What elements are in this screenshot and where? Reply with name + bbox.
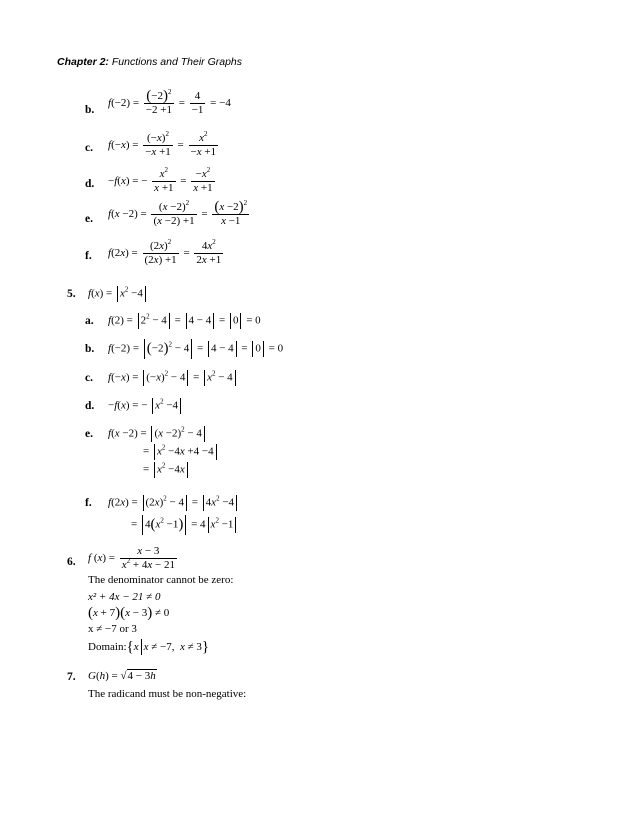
part-label-4e: e.: [85, 213, 93, 225]
eq-5e-line3: = $x^2 -4x$: [143, 462, 190, 478]
part-label-5b: b.: [85, 343, 95, 355]
eq-4c: f(−x) = $\frac{(-x)^2}{-x +1}$ = $\frac{x^2}{-x +1}$: [108, 130, 217, 158]
part-label-4f: f.: [85, 250, 92, 262]
eq-5c: $f(-x) = (-x)^2 - 4 = x^2 - 4$: [108, 370, 238, 386]
p6-line3: x ≠ −7 or 3: [88, 623, 137, 635]
eq-5a: $f(2) = 2^2 - 4 = 4 - 4 = 0 = 0$: [108, 313, 261, 329]
chapter-title: Functions and Their Graphs: [111, 56, 243, 68]
problem-number-7: 7.: [67, 671, 76, 683]
p6-domain-label: Domain:: [88, 641, 127, 653]
part-label-5a: a.: [85, 315, 94, 327]
eq-5: $f(x) = x^2 -4$: [88, 286, 148, 302]
eq-4e: f(x −2) = $\frac{(x -2)^2}{(x -2) +1}$ = $\frac{(x -2)^2}{x -1}$: [108, 199, 248, 227]
part-label-5c: c.: [85, 372, 93, 384]
eq-6: f (x) = $\frac{x - 3}{x^2 + 4x - 21}$: [88, 545, 175, 571]
eq-4b: f(−2) = $\frac{(-2)^2}{-2 +1}$ = $\frac{4}{-1}$ = −4: [108, 88, 231, 116]
eq-5b: $f(-2) = (-2)^2 - 4 = 4 - 4 = 0 = 0$: [108, 339, 283, 359]
problem-number-6: 6.: [67, 556, 76, 568]
p6-line1: x² + 4x − 21 ≠ 0: [88, 591, 161, 603]
eq-4f: f(2x) = $\frac{(2x)^2}{(2x) +1}$ = $\frac{4x^2}{2x +1}$: [108, 238, 222, 266]
part-label-5d: d.: [85, 400, 95, 412]
p6-domain: Domain:{x x ≠ −7, x ≠ 3}: [88, 639, 210, 655]
part-label-4b: b.: [85, 104, 95, 116]
part-label-4d: d.: [85, 178, 95, 190]
part-label-4c: c.: [85, 142, 93, 154]
eq-5e-line2: = $x^2 -4x +4 -4$: [143, 444, 219, 460]
eq-4d: −f(x) = − $\frac{x^2}{x +1}$ = $\frac{-x^2}{x +1}$: [108, 166, 213, 194]
eq-5d: −f(x) = − $x^2 -4$: [108, 398, 183, 414]
part-label-5f: f.: [85, 497, 92, 509]
page-header: [57, 56, 242, 68]
part-label-5e: e.: [85, 428, 93, 440]
problem-number-5: 5.: [67, 288, 76, 300]
eq-5f-line1: $f(2x) = (2x)^2 - 4 = 4x^2 -4$: [108, 495, 239, 511]
p6-text-denominator: The denominator cannot be zero:: [88, 574, 234, 586]
p6-line2: (x + 7)(x − 3) ≠ 0: [88, 605, 170, 621]
chapter-label: Chapter 2:: [57, 56, 109, 68]
p7-text-radicand: The radicand must be non-negative:: [88, 688, 247, 700]
eq-5e-line1: $f(x -2) = (x -2)^2 - 4$: [108, 426, 207, 442]
eq-5f-line2: = $4(x^2 -1) = 4$ $x^2 -1$: [131, 515, 238, 535]
eq-7: G(h) = √4 − 3h: [88, 670, 156, 682]
